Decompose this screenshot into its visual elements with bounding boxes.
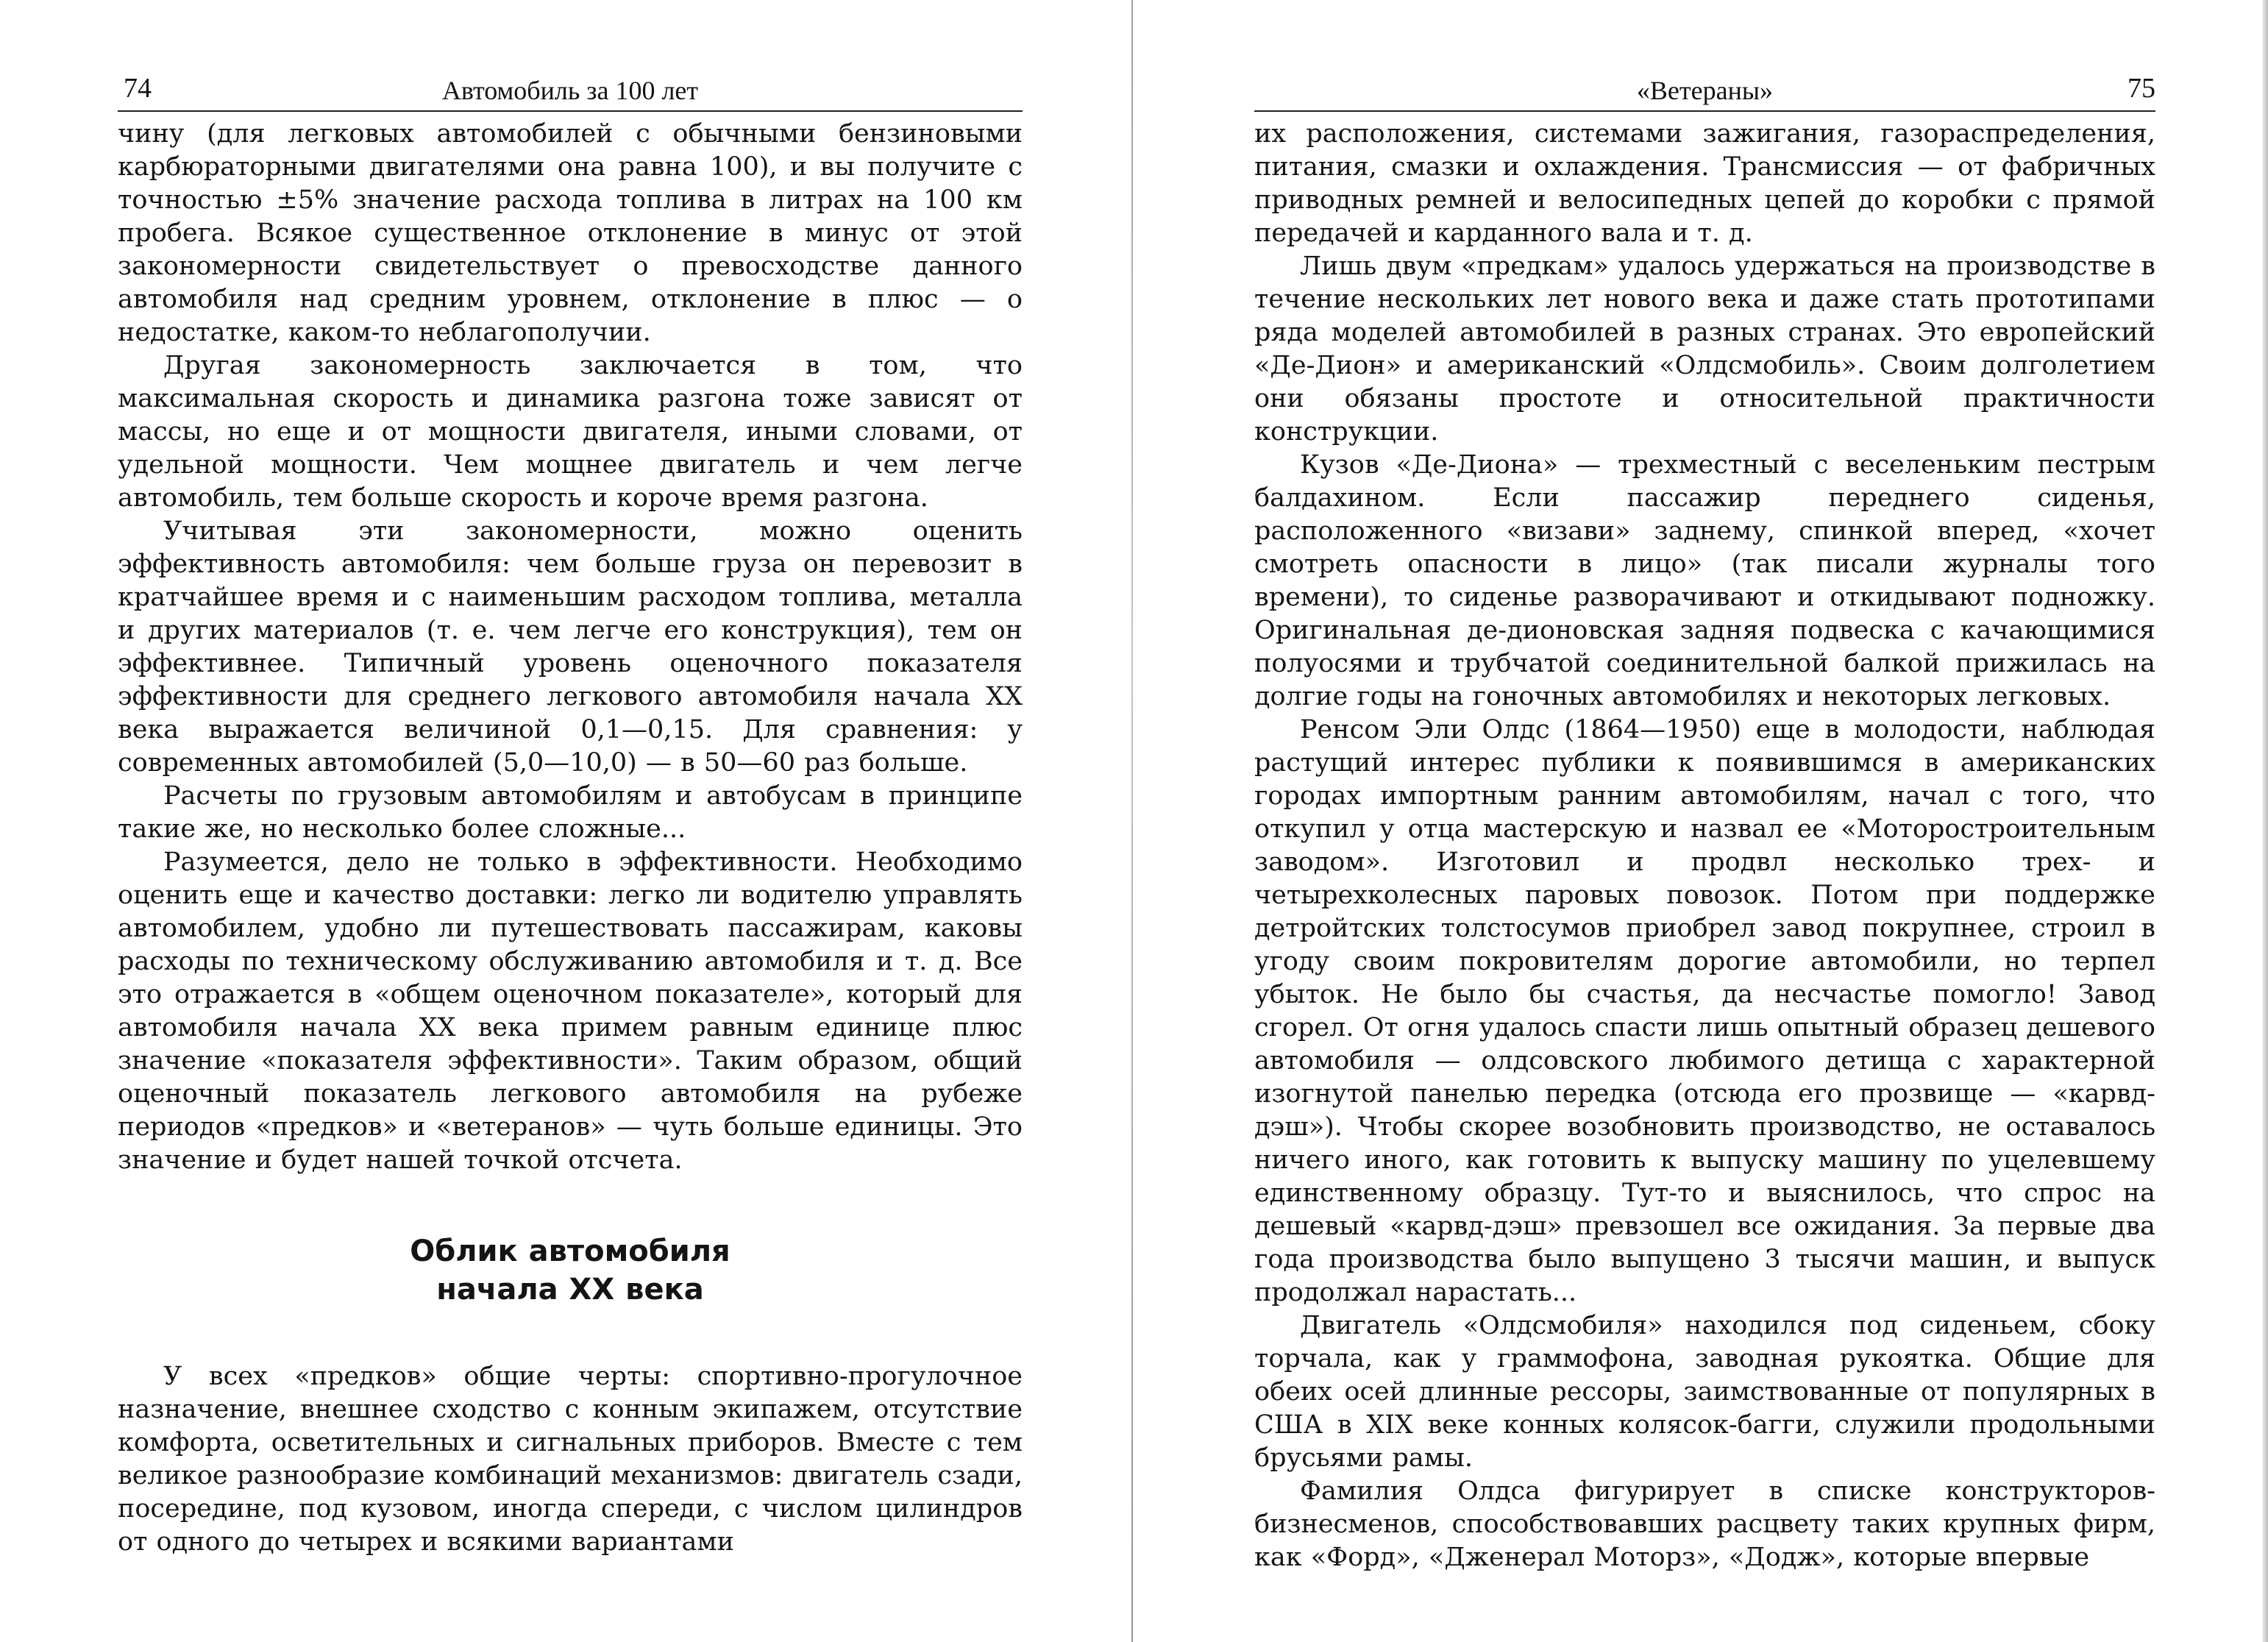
left-paragraph-2: Другая закономерность заключается в том, что максимальная скорость и динамика разгона тоже зависят от массы, но еще и от мощности двигателя, иными словами, от удельной мощности. Чем мощнее двигатель и чем легче автомобиль, тем больше скорость и короче время разгона. bbox=[118, 351, 1023, 513]
left-paragraph-1: чину (для легковых автомобилей с обычными бензиновыми карбюраторными двигателями она равна 100), и вы получите с точностью ±5% значение расхода топлива в литрах на 100 км пробега. Всякое существенное отклонение в минус от этой закономерности свидетельствует о превосходстве данного автомобиля над средним уровнем, отклонение в плюс — о недостатке, каком-то неблагополучии. bbox=[118, 119, 1023, 347]
left-paragraph-3: Учитывая эти закономерности, можно оценить эффективность автомобиля: чем больше груза он перевозит в кратчайшее время и с наименьшим расходом топлива, металла и других материалов (т. е. чем легче его конструкция), тем он эффективнее. Типичный уровень оценочного показателя эффективности для среднего легкового автомобиля начала XX века выражается величиной 0,1—0,15. Для сравнения: у современных автомобилей (5,0—10,0) — в 50—60 раз больше. bbox=[118, 516, 1023, 778]
page-edge bbox=[2262, 0, 2268, 1642]
right-page-number: 75 bbox=[2127, 73, 2155, 104]
right-running-title: «Ветераны» bbox=[1636, 76, 1774, 105]
left-page-number: 74 bbox=[124, 73, 152, 104]
left-page bbox=[118, 0, 1023, 1642]
right-page bbox=[1254, 0, 2155, 1642]
left-header-rule bbox=[118, 110, 1023, 112]
right-paragraph-6: Фамилия Олдса фигурирует в списке конструкторов-бизнесменов, способствовавших расцвету таких крупных фирм, как «Форд», «Дженерал Моторз», «Додж», которые впервые bbox=[1254, 1476, 2155, 1572]
right-paragraph-4: Ренсом Эли Олдс (1864—1950) еще в молодости, наблюдая растущий интерес публики к появившимся в американских городах импортным ранним автомобилям, начал с того, что откупил у отца мастерскую и назвал ее «Моторостроительным заводом». Изготовил и продвл несколько трех- и четырехколесных паровых повозок. Потом при поддержке детройтских толстосумов приобрел завод покрупнее, строил в угоду своим покровителям дорогие автомобили, но терпел убыток. Не было бы счастья, да несчастье помогло! Завод сгорел. От огня удалось спасти лишь опытный образец дешевого автомобиля — олдсовского любимого детища с характерной изогнутой панелью передка (отсюда его прозвище — «карвд-дэш»). Чтобы скорее возобновить производство, не оставалось ничего иного, как готовить к выпуску машину по уцелевшему единственному образцу. Тут-то и выяснилось, что спрос на дешевый «карвд-дэш» превзошел все ожидания. За первые два года производства было выпущено 3 тысячи машин, и выпуск продолжал нарастать... bbox=[1254, 715, 2155, 1307]
book-gutter bbox=[1131, 0, 1133, 1642]
right-body-text bbox=[1254, 118, 2155, 1574]
section-heading-line-1: Облик автомобиля bbox=[410, 1234, 730, 1268]
left-body-text bbox=[118, 118, 1023, 1559]
left-paragraph-5: Разумеется, дело не только в эффективности. Необходимо оценить еще и качество доставки: легко ли водителю управлять автомобилем, удобно ли путешествовать пассажирам, каковы расходы по техническому обслуживанию автомобиля и т. д. Все это отражается в «общем оценочном показателе», который для автомобиля начала XX века примем равным единице плюс значение «показателя эффективности». Таким образом, общий оценочный показатель легкового автомобиля на рубеже периодов «предков» и «ветеранов» — чуть больше единицы. Это значение и будет нашей точкой отсчета. bbox=[118, 847, 1023, 1175]
left-running-head bbox=[118, 66, 1023, 110]
right-header-rule bbox=[1254, 110, 2155, 112]
right-paragraph-3: Кузов «Де-Диона» — трехместный с веселеньким пестрым балдахином. Если пассажир переднего сиденья, расположенного «визави» заднему, спинкой вперед, «хочет смотреть опасности в лицо» (так писали журналы того времени), то сиденье разворачивают и откидывают подножку. Оригинальная де-дионовская задняя подвеска с качающимися полуосями и трубчатой соединительной балкой прижилась на долгие годы на гоночных автомобилях и некоторых легковых. bbox=[1254, 450, 2155, 711]
left-paragraph-4: Расчеты по грузовым автомобилям и автобусам в принципе такие же, но несколько более сложные... bbox=[118, 781, 1023, 844]
section-heading bbox=[118, 1232, 1023, 1309]
left-paragraph-6: У всех «предков» общие черты: спортивно-прогулочное назначение, внешнее сходство с конным экипажем, отсутствие комфорта, осветительных и сигнальных приборов. Вместе с тем великое разнообразие комбинаций механизмов: двигатель сзади, посередине, под кузовом, иногда спереди, с числом цилиндров от одного до четырех и всякими вариантами bbox=[118, 1362, 1023, 1557]
right-running-head bbox=[1254, 66, 2155, 110]
right-paragraph-1: их расположения, системами зажигания, газораспределения, питания, смазки и охлаждения. Трансмиссия — от фабричных приводных ремней и велосипедных цепей до коробки с прямой передачей и карданного вала и т. д. bbox=[1254, 119, 2155, 248]
section-heading-line-2: начала XX века bbox=[436, 1273, 704, 1307]
right-paragraph-2: Лишь двум «предкам» удалось удержаться на производстве в течение нескольких лет нового века и даже стать прототипами ряда моделей автомобилей в разных странах. Это европейский «Де-Дион» и американский «Олдсмобиль». Своим долголетием они обязаны простоте и относительной практичности конструкции. bbox=[1254, 252, 2155, 447]
left-running-title: Автомобиль за 100 лет bbox=[441, 76, 699, 105]
right-paragraph-5: Двигатель «Олдсмобиля» находился под сиденьем, сбоку торчала, как у граммофона, заводная рукоятка. Общие для обеих осей длинные рессоры, заимствованные от популярных в США в XIX веке конных колясок-багги, служили продольными брусьями рамы. bbox=[1254, 1311, 2155, 1473]
